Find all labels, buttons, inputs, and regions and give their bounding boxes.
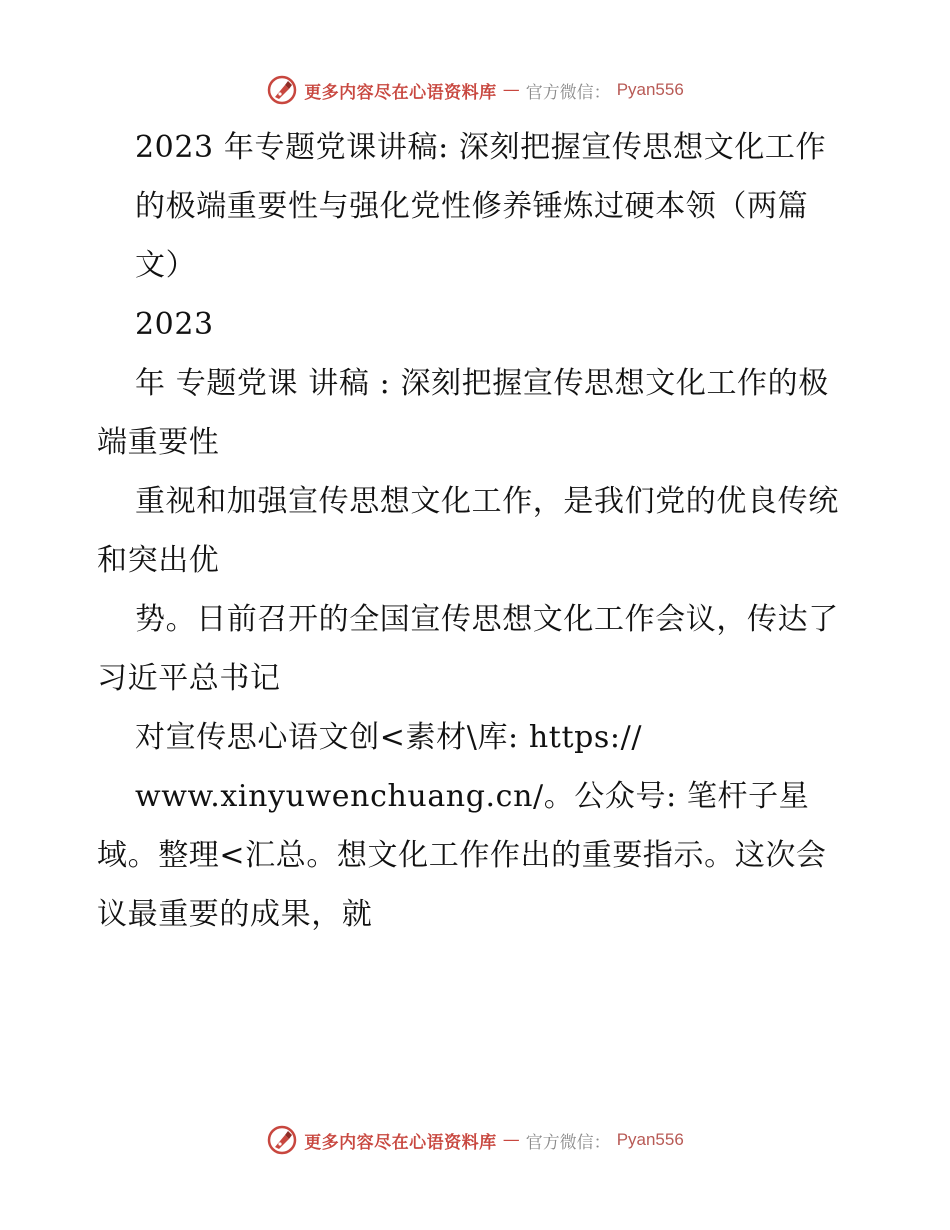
document-body — [97, 118, 857, 944]
footer-banner-wechat-id: Pyan556 — [616, 1130, 684, 1149]
pen-nib-logo-icon — [266, 1124, 298, 1156]
doc-title-line-2: 的极端重要性与强化党性修养锤炼过硬本领（两篇 — [135, 189, 809, 224]
doc-paragraph-3: 对宣传思心语文创<素材\库: https:// — [135, 720, 643, 755]
header-watermark-banner — [0, 72, 950, 108]
doc-paragraph-2: 势。日前召开的全国宣传思想文化工作会议，传达了习近平总书记 — [97, 602, 839, 696]
footer-banner-sub-text: 官方微信： — [525, 1132, 611, 1153]
banner-wechat-id: Pyan556 — [616, 80, 684, 99]
banner-dash: — — [502, 80, 520, 100]
pen-nib-logo-icon — [266, 74, 298, 106]
doc-subtitle: 年 专题党课 讲稿 : 深刻把握宣传思想文化工作的极端重要性 — [97, 366, 829, 460]
doc-title-line-1: 2023 年专题党课讲稿: 深刻把握宣传思想文化工作 — [135, 130, 827, 165]
footer-banner-dash: — — [502, 1130, 520, 1150]
footer-banner-main-text: 更多内容尽在心语资料库 — [304, 1132, 497, 1153]
doc-paragraph-1: 重视和加强宣传思想文化工作，是我们党的优良传统和突出优 — [97, 484, 839, 578]
banner-sub-text: 官方微信： — [525, 82, 611, 103]
doc-title-line-3: 文） — [135, 248, 197, 283]
doc-paragraph-4: www.xinyuwenchuang.cn/。公众号: 笔杆子星域。整理<汇总。想文化工作作出的重要指示。这次会议最重要的成果，就 — [97, 779, 827, 932]
banner-main-text: 更多内容尽在心语资料库 — [304, 82, 497, 103]
doc-year: 2023 — [135, 307, 214, 342]
footer-watermark-banner — [0, 1122, 950, 1158]
